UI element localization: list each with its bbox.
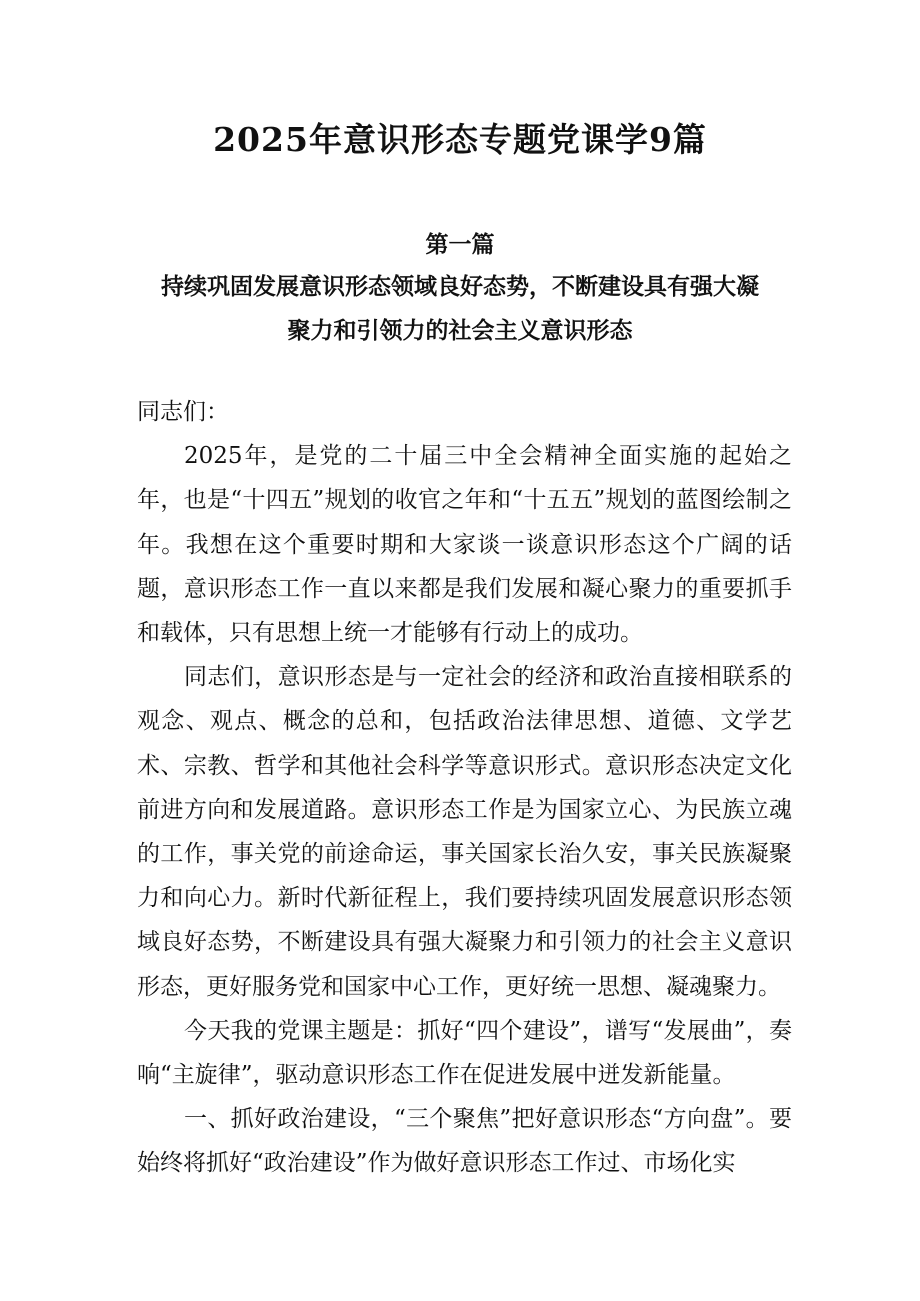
section-title	[100, 265, 820, 353]
document-title: 2025年意识形态专题党课学9篇	[213, 120, 707, 159]
section-title-line-1: 持续巩固发展意识形态领域良好态势，不断建设具有强大凝	[161, 274, 759, 300]
salutation: 同志们：	[137, 399, 229, 425]
body-text	[137, 390, 792, 1186]
paragraph: 同志们，意识形态是与一定社会的经济和政治直接相联系的观念、观点、概念的总和，包括政治法律思想、道德、文学艺术、宗教、哲学和其他社会科学等意识形式。意识形态决定文化前进方向和发展道路。意识形态工作是为国家立心、为民族立魂的工作，事关党的前途命运，事关国家长治久安，事关民族凝聚力和向心力。新时代新征程上，我们要持续巩固发展意识形态领域良好态势，不断建设具有强大凝聚力和引领力的社会主义意识形态，更好服务党和国家中心工作，更好统一思想、凝魂聚力。	[137, 664, 792, 1000]
section-title-line-2: 聚力和引领力的社会主义意识形态	[287, 318, 633, 344]
paragraph: 一、抓好政治建设，“三个聚焦”把好意识形态“方向盘”。要始终将抓好“政治建设”作为做好意识形态工作过、市场化实	[137, 1106, 792, 1177]
paragraph: 2025年，是党的二十届三中全会精神全面实施的起始之年，也是“十四五”规划的收官之年和“十五五”规划的蓝图绘制之年。我想在这个重要时期和大家谈一谈意识形态这个广阔的话题，意识形态工作一直以来都是我们发展和凝心聚力的重要抓手和载体，只有思想上统一才能够有行动上的成功。	[137, 443, 792, 647]
paragraph: 今天我的党课主题是：抓好“四个建设”，谱写“发展曲”，奏响“主旋律”，驱动意识形态工作在促进发展中迸发新能量。	[137, 1017, 792, 1089]
section-label: 第一篇	[425, 232, 495, 258]
